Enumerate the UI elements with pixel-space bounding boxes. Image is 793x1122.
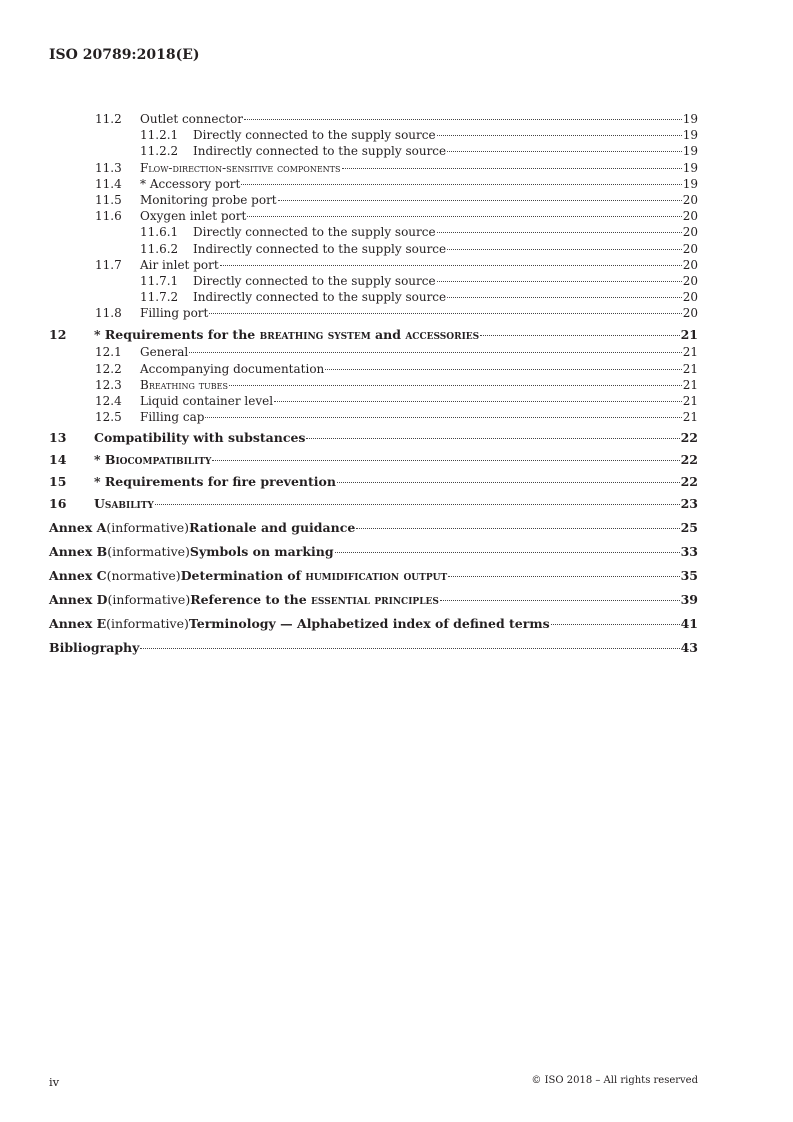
toc-entry-12-4[interactable]	[49, 394, 698, 410]
toc-title: Rationale and guidance	[189, 520, 356, 536]
toc-entry-annex-b[interactable]	[49, 544, 698, 562]
toc-page: 21	[682, 361, 698, 376]
toc-title-term: essential principles	[311, 592, 439, 608]
toc-page: 21	[682, 345, 698, 360]
toc-entry-12-2[interactable]	[49, 362, 698, 378]
toc-title-part: * Requirements for the	[94, 327, 260, 343]
toc-title: Symbols on marking	[189, 544, 334, 560]
toc-entry-11-2-1[interactable]	[49, 128, 698, 144]
toc-entry-annex-a[interactable]	[49, 520, 698, 538]
toc-number: 11.5	[95, 192, 122, 207]
toc-title: Indirectly connected to the supply source	[193, 290, 447, 305]
toc-entry-11-3[interactable]	[49, 161, 698, 177]
toc-number: Annex D	[49, 592, 108, 608]
toc-number: 11.7	[95, 257, 122, 272]
toc-title: * Accessory port	[140, 176, 241, 191]
page-number: iv	[49, 1075, 60, 1089]
toc-page: 20	[682, 257, 698, 272]
toc-entry-annex-e[interactable]	[49, 616, 698, 634]
toc-page: 21	[682, 394, 698, 408]
toc-entry-12-3[interactable]	[49, 378, 698, 394]
document-id-header: ISO 20789:2018(E)	[49, 47, 200, 63]
leader-dots	[551, 624, 680, 625]
leader-dots	[244, 119, 682, 120]
toc-title: Liquid container level	[140, 394, 274, 408]
toc-entry-11-4[interactable]	[49, 177, 698, 193]
toc-title: Indirectly connected to the supply source	[193, 144, 447, 159]
toc-number: Annex E	[49, 616, 107, 632]
toc-title: Bibliography	[49, 640, 140, 656]
toc-title: * Requirements for fire prevention	[94, 474, 336, 490]
toc-page: 22	[680, 474, 698, 490]
leader-dots	[247, 216, 681, 217]
toc-page: 35	[680, 568, 698, 584]
toc-number: 12	[49, 327, 67, 343]
toc-page: 19	[682, 144, 698, 159]
leader-dots	[155, 504, 680, 505]
toc-number: Annex B	[49, 544, 108, 560]
toc-page: 20	[682, 241, 698, 256]
toc-number: Annex A	[49, 520, 107, 536]
toc-page: 19	[682, 128, 698, 143]
toc-entry-11-2[interactable]	[49, 112, 698, 128]
toc-number: 11.7.1	[140, 273, 179, 288]
leader-dots	[447, 151, 682, 152]
toc-title: Filling port	[140, 306, 209, 321]
leader-dots	[306, 438, 679, 439]
toc-page: 19	[682, 112, 698, 126]
toc-number: 14	[49, 452, 67, 468]
toc-number: Annex C	[49, 568, 107, 584]
toc-title: Directly connected to the supply source	[193, 128, 436, 143]
leader-dots	[212, 460, 679, 461]
toc-title: Outlet connector	[140, 112, 243, 126]
toc-entry-11-7-1[interactable]	[49, 274, 698, 290]
toc-number: 16	[49, 496, 67, 512]
toc-page: 19	[682, 160, 698, 175]
toc-title-part: *	[94, 452, 105, 468]
toc-entry-12[interactable]	[49, 327, 698, 345]
leader-dots	[325, 369, 681, 370]
leader-dots	[440, 600, 680, 601]
leader-dots	[335, 552, 680, 553]
leader-dots	[337, 482, 680, 483]
toc-title: Indirectly connected to the supply source	[193, 241, 447, 256]
leader-dots	[437, 281, 682, 282]
leader-dots	[447, 297, 682, 298]
toc-title	[181, 568, 447, 583]
toc-number: 11.2.2	[140, 144, 179, 159]
leader-dots	[278, 200, 682, 201]
toc-title: Oxygen inlet port	[140, 209, 247, 224]
toc-page: 21	[680, 327, 698, 343]
toc-page: 20	[682, 306, 698, 321]
toc-title: Directly connected to the supply source	[193, 225, 436, 240]
toc-number: 11.4	[95, 176, 122, 191]
toc-page: 25	[680, 520, 698, 536]
annex-type: (informative)	[106, 616, 189, 632]
toc-entry-bibliography[interactable]	[49, 640, 698, 658]
toc-page: 43	[680, 640, 698, 656]
annex-type: (informative)	[106, 520, 190, 536]
leader-dots	[480, 335, 679, 336]
toc-title: Compatibility with substances	[94, 430, 306, 446]
toc-page: 19	[682, 176, 698, 191]
leader-dots	[229, 385, 682, 386]
toc-entry-12-5[interactable]	[49, 410, 698, 426]
leader-dots	[448, 576, 679, 577]
toc-entry-12-1[interactable]	[49, 345, 698, 361]
toc-page: 22	[680, 452, 698, 468]
toc-number: 11.3	[95, 160, 122, 175]
toc-page: 41	[680, 616, 698, 632]
toc-number: 12.1	[95, 345, 122, 360]
toc-title: Directly connected to the supply source	[193, 273, 436, 288]
toc-entry-11-5[interactable]	[49, 193, 698, 209]
toc-number: 11.7.2	[140, 290, 179, 305]
toc-number: 11.2	[95, 112, 122, 126]
annex-type: (informative)	[107, 592, 191, 608]
leader-dots	[205, 417, 681, 418]
toc-number: 12.5	[95, 410, 122, 425]
toc-title-part: Reference to the	[190, 592, 312, 608]
toc-page: 20	[682, 290, 698, 305]
table-of-contents	[49, 112, 698, 658]
leader-dots	[274, 401, 682, 402]
toc-number: 12.3	[95, 377, 122, 392]
leader-dots	[189, 352, 681, 353]
toc-entry-14[interactable]	[49, 452, 698, 470]
toc-number: 11.6.1	[140, 225, 179, 240]
toc-title: Air inlet port	[140, 257, 219, 272]
copyright-notice: © ISO 2018 – All rights reserved	[531, 1075, 698, 1086]
leader-dots	[342, 168, 682, 169]
toc-entry-annex-c[interactable]	[49, 568, 698, 586]
annex-type: (informative)	[107, 544, 190, 560]
toc-title: General	[140, 345, 189, 360]
toc-entry-11-6[interactable]	[49, 209, 698, 225]
leader-dots	[437, 232, 682, 233]
toc-number: 12.2	[95, 361, 122, 376]
toc-entry-11-8[interactable]	[49, 306, 698, 322]
toc-title-term: Biocompatibility	[104, 452, 212, 468]
toc-page: 20	[682, 192, 698, 207]
toc-number: 11.2.1	[140, 128, 179, 143]
toc-entry-13[interactable]	[49, 430, 698, 448]
toc-title-term: accessories	[405, 327, 480, 343]
toc-page: 39	[680, 592, 698, 608]
leader-dots	[220, 265, 682, 266]
toc-number: 11.8	[95, 306, 122, 321]
toc-title: Flow-direction-sensitive components	[140, 160, 341, 175]
toc-page: 20	[682, 273, 698, 288]
toc-page: 21	[682, 377, 698, 392]
leader-dots	[209, 313, 681, 314]
leader-dots	[140, 648, 679, 649]
toc-page: 20	[682, 225, 698, 240]
toc-title	[94, 327, 479, 342]
toc-entry-16[interactable]	[49, 496, 698, 514]
toc-entry-15[interactable]	[49, 474, 698, 492]
toc-entry-11-6-1[interactable]	[49, 225, 698, 241]
toc-entry-11-2-2[interactable]	[49, 144, 698, 160]
toc-page: 20	[682, 209, 698, 224]
toc-page: 21	[682, 410, 698, 425]
toc-page: 22	[680, 430, 698, 446]
toc-title: Usability	[94, 496, 154, 512]
toc-title: Filling cap	[140, 410, 205, 425]
toc-page: 33	[680, 544, 698, 560]
toc-entry-annex-d[interactable]	[49, 592, 698, 610]
toc-title-term: breathing system	[259, 327, 371, 343]
toc-number: 15	[49, 474, 67, 490]
toc-title-term: humidification output	[305, 568, 448, 584]
toc-title: Monitoring probe port	[140, 192, 277, 207]
toc-title	[94, 452, 211, 467]
toc-number: 13	[49, 430, 67, 446]
toc-title-part: Determination of	[180, 568, 306, 584]
toc-page: 23	[680, 496, 698, 512]
toc-entry-11-7-2[interactable]	[49, 290, 698, 306]
leader-dots	[447, 249, 682, 250]
toc-number: 11.6.2	[140, 241, 179, 256]
toc-title: Terminology — Alphabetized index of defined terms	[188, 616, 550, 632]
annex-type: (normative)	[106, 568, 181, 584]
toc-title: Breathing tubes	[140, 377, 228, 392]
toc-entry-11-7[interactable]	[49, 258, 698, 274]
toc-number: 12.4	[95, 394, 122, 408]
toc-title: Accompanying documentation	[140, 361, 325, 376]
leader-dots	[241, 184, 681, 185]
leader-dots	[437, 135, 682, 136]
toc-entry-11-6-2[interactable]	[49, 242, 698, 258]
toc-number: 11.6	[95, 209, 122, 224]
toc-title	[190, 592, 439, 607]
toc-title-part: and	[370, 327, 406, 343]
leader-dots	[356, 528, 679, 529]
